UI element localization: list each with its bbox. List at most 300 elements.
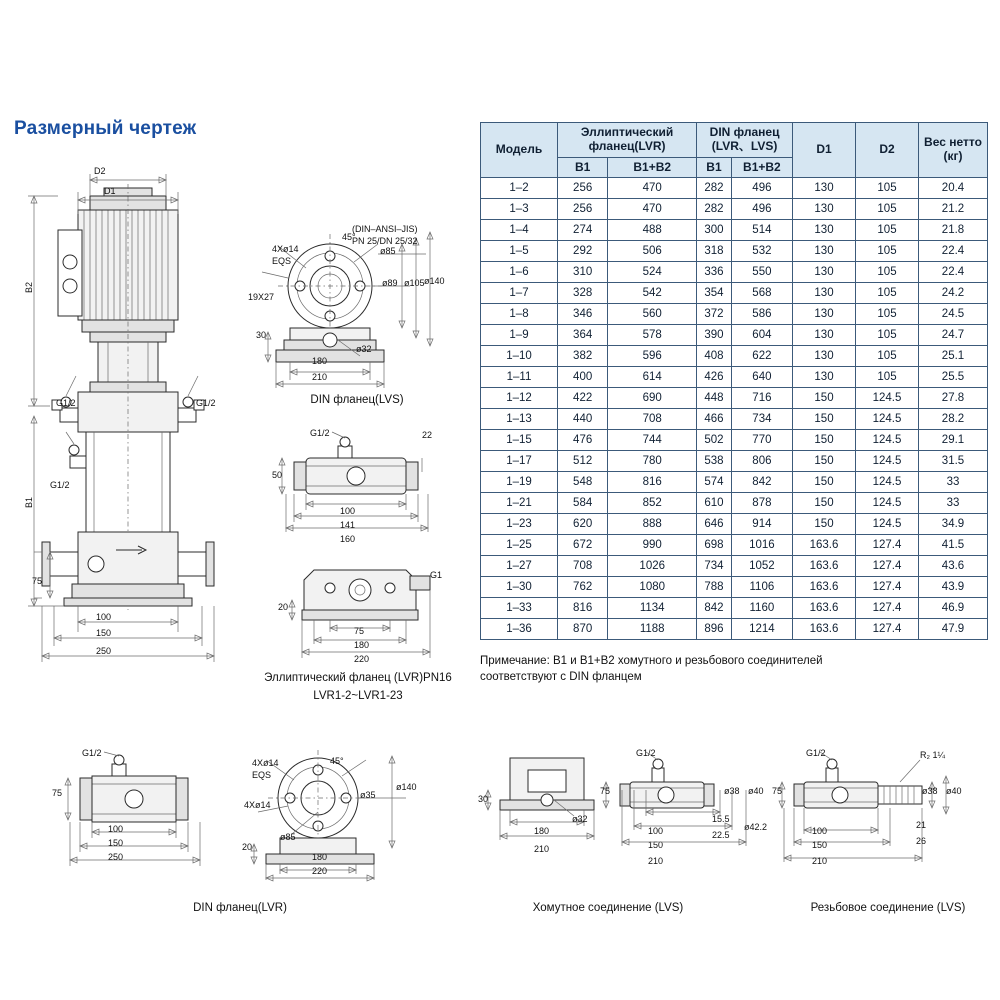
cell-elliptic-b1: 762 bbox=[558, 577, 608, 598]
cell-elliptic-b1b2: 708 bbox=[608, 409, 697, 430]
cell-d1: 130 bbox=[793, 325, 856, 346]
cell-weight: 24.7 bbox=[919, 325, 988, 346]
cell-model: 1–15 bbox=[481, 430, 558, 451]
label-thread-g12: G1/2 bbox=[806, 748, 826, 758]
label-thread-26: 26 bbox=[916, 836, 927, 846]
table-row bbox=[481, 346, 988, 367]
cell-model: 1–10 bbox=[481, 346, 558, 367]
cell-d1: 150 bbox=[793, 514, 856, 535]
label-lvs-standard: (DIN–ANSI–JIS) bbox=[352, 224, 418, 234]
cell-elliptic-b1: 548 bbox=[558, 472, 608, 493]
table-row bbox=[481, 430, 988, 451]
label-main-250: 250 bbox=[96, 646, 112, 656]
cell-din-b1: 390 bbox=[697, 325, 732, 346]
cell-din-b1b2: 586 bbox=[731, 304, 792, 325]
label-lvs-19x27: 19X27 bbox=[248, 292, 275, 302]
label-clamp-100: 100 bbox=[648, 826, 664, 836]
cell-din-b1b2: 1106 bbox=[731, 577, 792, 598]
cell-din-b1: 734 bbox=[697, 556, 732, 577]
label-clamp-150: 150 bbox=[648, 840, 664, 850]
label-main-150: 150 bbox=[96, 628, 112, 638]
table-row bbox=[481, 535, 988, 556]
label-lvrdin-150: 150 bbox=[108, 838, 124, 848]
cell-din-b1: 448 bbox=[697, 388, 732, 409]
cell-weight: 22.4 bbox=[919, 241, 988, 262]
cell-weight: 41.5 bbox=[919, 535, 988, 556]
label-lvrdin-d85: ø85 bbox=[280, 832, 296, 842]
label-lvrclamp-20: 20 bbox=[278, 602, 289, 612]
cell-d2: 105 bbox=[856, 178, 919, 199]
cell-weight: 28.2 bbox=[919, 409, 988, 430]
table-row bbox=[481, 304, 988, 325]
cell-weight: 21.8 bbox=[919, 220, 988, 241]
table-row bbox=[481, 388, 988, 409]
cell-elliptic-b1: 346 bbox=[558, 304, 608, 325]
cell-din-b1: 698 bbox=[697, 535, 732, 556]
caption-din-lvr: DIN фланец(LVR) bbox=[193, 902, 287, 914]
cell-elliptic-b1b2: 888 bbox=[608, 514, 697, 535]
cell-elliptic-b1b2: 990 bbox=[608, 535, 697, 556]
label-lvs-eqs: EQS bbox=[272, 256, 292, 266]
thread-connection-drawing bbox=[770, 742, 980, 872]
cell-din-b1: 300 bbox=[697, 220, 732, 241]
cell-elliptic-b1: 256 bbox=[558, 199, 608, 220]
cell-model: 1–30 bbox=[481, 577, 558, 598]
label-lvrclamp-220: 220 bbox=[354, 654, 370, 664]
cell-din-b1: 426 bbox=[697, 367, 732, 388]
cell-d1: 150 bbox=[793, 451, 856, 472]
cell-d2: 124.5 bbox=[856, 493, 919, 514]
cell-d1: 150 bbox=[793, 430, 856, 451]
table-row bbox=[481, 598, 988, 619]
cell-din-b1b2: 1052 bbox=[731, 556, 792, 577]
cell-elliptic-b1b2: 470 bbox=[608, 178, 697, 199]
lvr-clamp-bottom-drawing bbox=[284, 548, 464, 658]
th-d1: D1 bbox=[793, 123, 856, 178]
cell-model: 1–9 bbox=[481, 325, 558, 346]
cell-din-b1b2: 770 bbox=[731, 430, 792, 451]
label-clamp-75: 75 bbox=[600, 786, 611, 796]
cell-d2: 127.4 bbox=[856, 535, 919, 556]
cell-d1: 130 bbox=[793, 178, 856, 199]
cell-din-b1: 372 bbox=[697, 304, 732, 325]
label-lvrclamp-160: 160 bbox=[340, 534, 356, 544]
cell-d2: 124.5 bbox=[856, 451, 919, 472]
cell-din-b1b2: 914 bbox=[731, 514, 792, 535]
cell-elliptic-b1: 620 bbox=[558, 514, 608, 535]
label-main-100: 100 bbox=[96, 612, 112, 622]
cell-din-b1b2: 622 bbox=[731, 346, 792, 367]
label-lvrclamp-50: 50 bbox=[272, 470, 283, 480]
cell-elliptic-b1b2: 542 bbox=[608, 283, 697, 304]
cell-model: 1–2 bbox=[481, 178, 558, 199]
cell-din-b1b2: 496 bbox=[731, 199, 792, 220]
label-clamp-210b: 210 bbox=[648, 856, 664, 866]
cell-weight: 47.9 bbox=[919, 619, 988, 640]
cell-din-b1b2: 842 bbox=[731, 472, 792, 493]
th-din: DIN фланец (LVR、LVS) bbox=[697, 123, 793, 158]
cell-model: 1–13 bbox=[481, 409, 558, 430]
cell-d2: 105 bbox=[856, 346, 919, 367]
cell-elliptic-b1: 440 bbox=[558, 409, 608, 430]
table-row bbox=[481, 472, 988, 493]
cell-din-b1b2: 806 bbox=[731, 451, 792, 472]
cell-d2: 124.5 bbox=[856, 514, 919, 535]
cell-elliptic-b1: 364 bbox=[558, 325, 608, 346]
cell-din-b1b2: 878 bbox=[731, 493, 792, 514]
cell-elliptic-b1: 382 bbox=[558, 346, 608, 367]
cell-din-b1: 466 bbox=[697, 409, 732, 430]
th-d-b1: B1 bbox=[697, 157, 732, 178]
cell-d1: 130 bbox=[793, 199, 856, 220]
cell-din-b1b2: 532 bbox=[731, 241, 792, 262]
cell-elliptic-b1b2: 614 bbox=[608, 367, 697, 388]
cell-weight: 24.2 bbox=[919, 283, 988, 304]
cell-model: 1–6 bbox=[481, 262, 558, 283]
label-lvrdin-20: 20 bbox=[242, 842, 253, 852]
cell-weight: 25.1 bbox=[919, 346, 988, 367]
label-lvrdin-holes1: 4Xø14 bbox=[252, 758, 279, 768]
cell-elliptic-b1: 422 bbox=[558, 388, 608, 409]
lvr-din-left-drawing bbox=[52, 752, 232, 872]
cell-d1: 163.6 bbox=[793, 556, 856, 577]
table-row bbox=[481, 241, 988, 262]
label-thread-d40: ø40 bbox=[946, 786, 962, 796]
cell-din-b1b2: 604 bbox=[731, 325, 792, 346]
cell-weight: 24.5 bbox=[919, 304, 988, 325]
cell-weight: 31.5 bbox=[919, 451, 988, 472]
cell-din-b1b2: 734 bbox=[731, 409, 792, 430]
label-lvrclamp-141: 141 bbox=[340, 520, 356, 530]
label-lvrdin-180: 180 bbox=[312, 852, 328, 862]
cell-elliptic-b1b2: 1080 bbox=[608, 577, 697, 598]
label-lvrclamp-g1: G1 bbox=[430, 570, 443, 580]
label-lvrclamp-100: 100 bbox=[340, 506, 356, 516]
table-row bbox=[481, 619, 988, 640]
table-row bbox=[481, 409, 988, 430]
cell-din-b1b2: 550 bbox=[731, 262, 792, 283]
cell-elliptic-b1b2: 596 bbox=[608, 346, 697, 367]
cell-weight: 43.6 bbox=[919, 556, 988, 577]
label-lvrdin-75: 75 bbox=[52, 788, 63, 798]
label-lvrdin-eqs: EQS bbox=[252, 770, 272, 780]
cell-din-b1b2: 1160 bbox=[731, 598, 792, 619]
th-weight: Вес нетто (кг) bbox=[919, 123, 988, 178]
cell-weight: 33 bbox=[919, 472, 988, 493]
label-lvrclamp-180: 180 bbox=[354, 640, 370, 650]
cell-weight: 25.5 bbox=[919, 367, 988, 388]
cell-model: 1–17 bbox=[481, 451, 558, 472]
label-lvrdin-100: 100 bbox=[108, 824, 124, 834]
cell-elliptic-b1: 292 bbox=[558, 241, 608, 262]
cell-din-b1: 574 bbox=[697, 472, 732, 493]
cell-model: 1–5 bbox=[481, 241, 558, 262]
label-thread-rp: R₂ 1¼ bbox=[920, 750, 946, 760]
cell-weight: 27.8 bbox=[919, 388, 988, 409]
cell-elliptic-b1: 274 bbox=[558, 220, 608, 241]
cell-d2: 105 bbox=[856, 325, 919, 346]
label-thread-150: 150 bbox=[812, 840, 828, 850]
label-lvs-d105: ø105 bbox=[404, 278, 425, 288]
cell-model: 1–23 bbox=[481, 514, 558, 535]
cell-model: 1–7 bbox=[481, 283, 558, 304]
cell-elliptic-b1b2: 690 bbox=[608, 388, 697, 409]
label-main-g12-left-top: G1/2 bbox=[56, 398, 76, 408]
label-main-75: 75 bbox=[32, 576, 43, 586]
label-main-g12-right-top: G1/2 bbox=[196, 398, 216, 408]
caption-thread-lvs: Резьбовое соединение (LVS) bbox=[810, 902, 966, 914]
cell-elliptic-b1b2: 470 bbox=[608, 199, 697, 220]
cell-d1: 150 bbox=[793, 409, 856, 430]
table-row bbox=[481, 451, 988, 472]
cell-model: 1–11 bbox=[481, 367, 558, 388]
cell-weight: 21.2 bbox=[919, 199, 988, 220]
cell-elliptic-b1b2: 1134 bbox=[608, 598, 697, 619]
label-lvrdin-250: 250 bbox=[108, 852, 124, 862]
cell-din-b1: 408 bbox=[697, 346, 732, 367]
table-note-line-1: Примечание: B1 и B1+B2 хомутного и резьбового соединителей bbox=[480, 655, 823, 667]
cell-d1: 163.6 bbox=[793, 535, 856, 556]
cell-d1: 163.6 bbox=[793, 619, 856, 640]
label-clamp-d40: ø40 bbox=[748, 786, 764, 796]
label-clamp-d38: ø38 bbox=[724, 786, 740, 796]
label-main-g12-low: G1/2 bbox=[50, 480, 70, 490]
cell-model: 1–33 bbox=[481, 598, 558, 619]
cell-din-b1: 282 bbox=[697, 199, 732, 220]
lvr-clamp-top-drawing bbox=[272, 432, 462, 532]
table-row bbox=[481, 199, 988, 220]
cell-elliptic-b1: 310 bbox=[558, 262, 608, 283]
cell-din-b1: 610 bbox=[697, 493, 732, 514]
cell-d1: 163.6 bbox=[793, 598, 856, 619]
th-e-b1b2: B1+B2 bbox=[608, 157, 697, 178]
cell-din-b1: 336 bbox=[697, 262, 732, 283]
table-row bbox=[481, 283, 988, 304]
table-row bbox=[481, 514, 988, 535]
cell-d1: 130 bbox=[793, 304, 856, 325]
label-lvrdin-d140: ø140 bbox=[396, 782, 417, 792]
cell-d2: 105 bbox=[856, 283, 919, 304]
cell-d2: 127.4 bbox=[856, 619, 919, 640]
cell-d2: 105 bbox=[856, 241, 919, 262]
cell-d1: 150 bbox=[793, 472, 856, 493]
cell-din-b1b2: 1214 bbox=[731, 619, 792, 640]
label-clamp-d32: ø32 bbox=[572, 814, 588, 824]
label-clamp-30: 30 bbox=[478, 794, 489, 804]
cell-d2: 105 bbox=[856, 304, 919, 325]
cell-model: 1–27 bbox=[481, 556, 558, 577]
cell-weight: 20.4 bbox=[919, 178, 988, 199]
cell-model: 1–8 bbox=[481, 304, 558, 325]
cell-d2: 124.5 bbox=[856, 388, 919, 409]
table-row bbox=[481, 556, 988, 577]
label-lvrdin-g12: G1/2 bbox=[82, 748, 102, 758]
cell-din-b1: 282 bbox=[697, 178, 732, 199]
dimensions-table-wrap bbox=[480, 122, 988, 640]
label-lvs-d140: ø140 bbox=[424, 276, 445, 286]
cell-d2: 105 bbox=[856, 220, 919, 241]
cell-d1: 130 bbox=[793, 220, 856, 241]
cell-elliptic-b1b2: 488 bbox=[608, 220, 697, 241]
dimensions-table bbox=[480, 122, 988, 640]
cell-elliptic-b1: 400 bbox=[558, 367, 608, 388]
label-main-b1: B1 bbox=[24, 496, 34, 508]
cell-din-b1b2: 716 bbox=[731, 388, 792, 409]
label-lvs-30: 30 bbox=[256, 330, 267, 340]
cell-elliptic-b1b2: 1188 bbox=[608, 619, 697, 640]
cell-elliptic-b1: 476 bbox=[558, 430, 608, 451]
table-row bbox=[481, 577, 988, 598]
th-d-b1b2: B1+B2 bbox=[731, 157, 792, 178]
table-row bbox=[481, 493, 988, 514]
cell-d2: 127.4 bbox=[856, 556, 919, 577]
cell-d2: 127.4 bbox=[856, 577, 919, 598]
label-clamp-15-5: 15.5 bbox=[712, 814, 730, 824]
label-lvrclamp-75: 75 bbox=[354, 626, 365, 636]
label-thread-210: 210 bbox=[812, 856, 828, 866]
page-title: Размерный чертеж bbox=[14, 118, 197, 139]
th-e-b1: B1 bbox=[558, 157, 608, 178]
cell-model: 1–12 bbox=[481, 388, 558, 409]
label-lvs-d85: ø85 bbox=[380, 246, 396, 256]
cell-din-b1b2: 514 bbox=[731, 220, 792, 241]
cell-d1: 150 bbox=[793, 388, 856, 409]
label-clamp-210: 210 bbox=[534, 844, 550, 854]
cell-din-b1: 788 bbox=[697, 577, 732, 598]
cell-d1: 163.6 bbox=[793, 577, 856, 598]
label-main-d1: D1 bbox=[104, 186, 116, 196]
cell-elliptic-b1b2: 524 bbox=[608, 262, 697, 283]
label-lvs-180: 180 bbox=[312, 356, 328, 366]
cell-din-b1: 842 bbox=[697, 598, 732, 619]
cell-d1: 130 bbox=[793, 241, 856, 262]
label-lvrdin-d35: ø35 bbox=[360, 790, 376, 800]
cell-d1: 130 bbox=[793, 283, 856, 304]
cell-weight: 22.4 bbox=[919, 262, 988, 283]
cell-weight: 43.9 bbox=[919, 577, 988, 598]
cell-din-b1: 538 bbox=[697, 451, 732, 472]
caption-elliptic-lvr-range: LVR1-2~LVR1-23 bbox=[313, 690, 403, 702]
cell-elliptic-b1: 328 bbox=[558, 283, 608, 304]
table-row bbox=[481, 220, 988, 241]
label-lvrdin-holes2: 4Xø14 bbox=[244, 800, 271, 810]
label-lvs-210: 210 bbox=[312, 372, 328, 382]
caption-elliptic-lvr: Эллиптический фланец (LVR)PN16 bbox=[264, 672, 452, 684]
label-main-d2: D2 bbox=[94, 166, 106, 176]
cell-model: 1–4 bbox=[481, 220, 558, 241]
cell-elliptic-b1: 816 bbox=[558, 598, 608, 619]
label-lvrclamp-22: 22 bbox=[422, 430, 433, 440]
table-row bbox=[481, 367, 988, 388]
cell-din-b1: 354 bbox=[697, 283, 732, 304]
label-lvrclamp-g12: G1/2 bbox=[310, 428, 330, 438]
table-header-row-1 bbox=[481, 123, 988, 158]
caption-din-lvs: DIN фланец(LVS) bbox=[310, 394, 404, 406]
cell-weight: 34.9 bbox=[919, 514, 988, 535]
label-thread-100: 100 bbox=[812, 826, 828, 836]
label-lvs-angle: 45° bbox=[342, 232, 356, 242]
cell-din-b1: 318 bbox=[697, 241, 732, 262]
table-row bbox=[481, 178, 988, 199]
label-lvs-d32: ø32 bbox=[356, 344, 372, 354]
label-lvs-holes: 4Xø14 bbox=[272, 244, 299, 254]
cell-elliptic-b1: 512 bbox=[558, 451, 608, 472]
cell-weight: 46.9 bbox=[919, 598, 988, 619]
cell-model: 1–36 bbox=[481, 619, 558, 640]
cell-d2: 124.5 bbox=[856, 409, 919, 430]
cell-d2: 105 bbox=[856, 199, 919, 220]
cell-d1: 130 bbox=[793, 346, 856, 367]
caption-clamp-lvs: Хомутное соединение (LVS) bbox=[532, 902, 684, 914]
label-thread-d38: ø38 bbox=[922, 786, 938, 796]
cell-d2: 127.4 bbox=[856, 598, 919, 619]
th-d2: D2 bbox=[856, 123, 919, 178]
label-lvrdin-220: 220 bbox=[312, 866, 328, 876]
cell-model: 1–19 bbox=[481, 472, 558, 493]
cell-elliptic-b1: 708 bbox=[558, 556, 608, 577]
cell-d2: 105 bbox=[856, 367, 919, 388]
table-body bbox=[481, 178, 988, 640]
cell-elliptic-b1b2: 560 bbox=[608, 304, 697, 325]
label-clamp-g12: G1/2 bbox=[636, 748, 656, 758]
cell-d1: 150 bbox=[793, 493, 856, 514]
cell-weight: 33 bbox=[919, 493, 988, 514]
cell-din-b1b2: 1016 bbox=[731, 535, 792, 556]
th-model: Модель bbox=[481, 123, 558, 178]
label-thread-75: 75 bbox=[772, 786, 783, 796]
cell-model: 1–21 bbox=[481, 493, 558, 514]
cell-d1: 130 bbox=[793, 367, 856, 388]
cell-din-b1b2: 640 bbox=[731, 367, 792, 388]
cell-din-b1b2: 568 bbox=[731, 283, 792, 304]
table-note-line-2: соответствуют с DIN фланцем bbox=[480, 671, 642, 683]
cell-elliptic-b1: 870 bbox=[558, 619, 608, 640]
cell-elliptic-b1b2: 780 bbox=[608, 451, 697, 472]
label-clamp-22-5: 22.5 bbox=[712, 830, 730, 840]
table-row bbox=[481, 262, 988, 283]
cell-elliptic-b1: 256 bbox=[558, 178, 608, 199]
cell-elliptic-b1b2: 578 bbox=[608, 325, 697, 346]
cell-din-b1: 896 bbox=[697, 619, 732, 640]
label-clamp-180: 180 bbox=[534, 826, 550, 836]
cell-d1: 130 bbox=[793, 262, 856, 283]
cell-din-b1: 502 bbox=[697, 430, 732, 451]
cell-weight: 29.1 bbox=[919, 430, 988, 451]
th-elliptic: Эллиптический фланец(LVR) bbox=[558, 123, 697, 158]
cell-elliptic-b1: 584 bbox=[558, 493, 608, 514]
label-main-b2: B2 bbox=[24, 281, 34, 293]
label-lvrdin-angle: 45° bbox=[330, 756, 344, 766]
cell-d2: 124.5 bbox=[856, 472, 919, 493]
cell-din-b1b2: 496 bbox=[731, 178, 792, 199]
table-row bbox=[481, 325, 988, 346]
label-lvs-pn: PN 25/DN 25/32 bbox=[352, 236, 418, 246]
cell-d2: 124.5 bbox=[856, 430, 919, 451]
cell-elliptic-b1b2: 744 bbox=[608, 430, 697, 451]
label-lvs-d89: ø89 bbox=[382, 278, 398, 288]
cell-elliptic-b1b2: 506 bbox=[608, 241, 697, 262]
cell-d2: 105 bbox=[856, 262, 919, 283]
cell-elliptic-b1: 672 bbox=[558, 535, 608, 556]
cell-elliptic-b1b2: 816 bbox=[608, 472, 697, 493]
cell-model: 1–3 bbox=[481, 199, 558, 220]
label-thread-21: 21 bbox=[916, 820, 927, 830]
cell-elliptic-b1b2: 1026 bbox=[608, 556, 697, 577]
cell-model: 1–25 bbox=[481, 535, 558, 556]
label-clamp-d42-2: ø42.2 bbox=[744, 822, 768, 832]
cell-din-b1: 646 bbox=[697, 514, 732, 535]
cell-elliptic-b1b2: 852 bbox=[608, 493, 697, 514]
